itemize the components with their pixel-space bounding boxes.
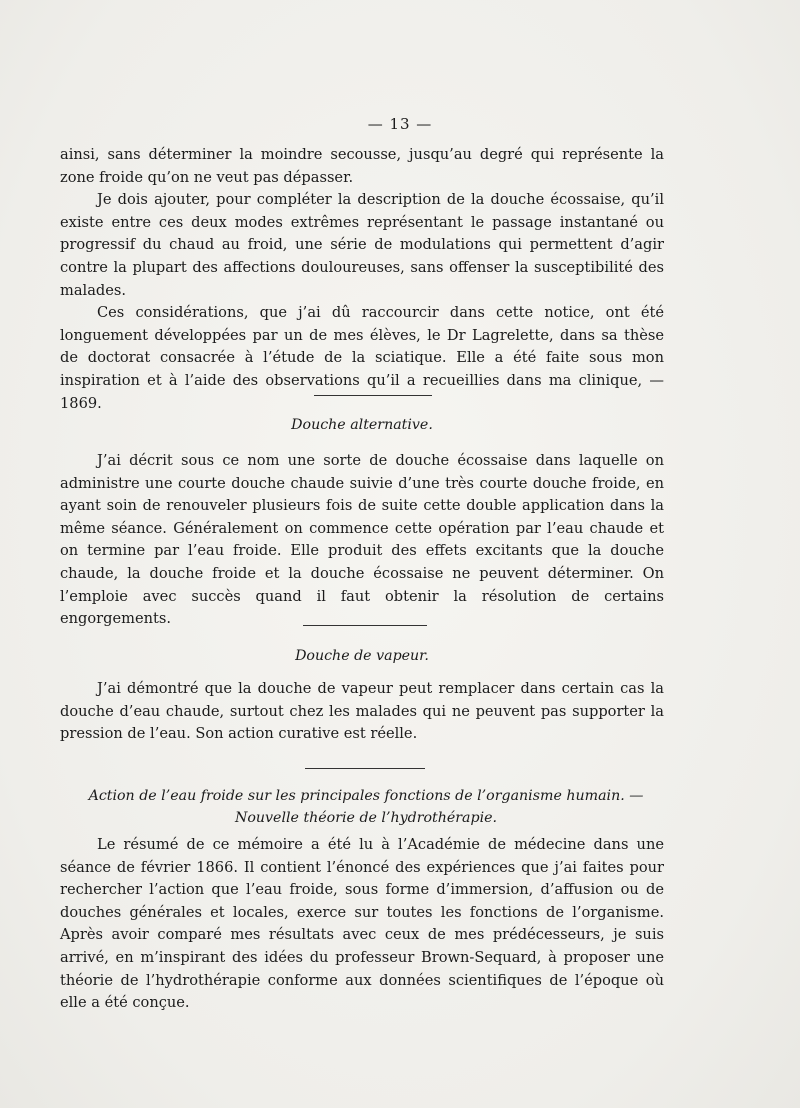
paragraph: ainsi, sans déterminer la moindre secousse, jusqu’au degré qui représente la zone froide qu’on ne veut pas dépasser. (60, 146, 664, 186)
section-divider (314, 395, 432, 396)
paragraph: J’ai décrit sous ce nom une sorte de douche écossaise dans laquelle on administre une courte douche chaude suivie d’une très courte douche froide, en ayant soin de renouveler plusieurs fois de suite cette double application dans la même séance. Généralement on commence cette opération par l’eau chaude et on termine par l’eau froide. Elle produit des effets excitants que la douche chaude, la douche froide et la douche écossaise ne peuvent déterminer. On l’emploie avec succès quand il faut obtenir la résolution de certains engorgements. (60, 452, 664, 628)
paragraph: Ces considérations, que j’ai dû raccourcir dans cette notice, ont été longuement développées par un de mes élèves, le Dr Lagrelette, dans sa thèse de doctorat consacrée à l’étude de la sciatique. Elle a été faite sous mon inspiration et à l’aide des observations qu’il a recueillies dans ma clinique, — 1869. (60, 304, 664, 412)
page-number: — 13 — (367, 115, 433, 133)
paragraph: Je dois ajouter, pour compléter la description de la douche écossaise, qu’il existe entre ces deux modes extrêmes représentant le passage instantané ou progressif du chaud au froid, une série de modulations qui permettent d’agir contre la plupart des affections douloureuses, sans offenser la susceptibilité des malades. (60, 191, 664, 299)
section-title-alternative: Douche alternative. (291, 417, 433, 433)
paragraph: J’ai démontré que la douche de vapeur peut remplacer dans certain cas la douche d’eau chaude, surtout chez les malades qui ne peuvent pas supporter la pression de l’eau. Son action curative est réelle. (60, 680, 664, 743)
section-divider (305, 768, 425, 769)
alternative-section (60, 450, 664, 631)
section-title-vapeur: Douche de vapeur. (295, 648, 429, 664)
section-divider (303, 625, 427, 626)
paragraph: Le résumé de ce mémoire a été lu à l’Académie de médecine dans une séance de février 1866. Il contient l’énoncé des expériences que j’ai faites pour rechercher l’action que l’eau froide, sous forme d’immersion, d’affusion ou de douches générales et locales, exerce sur toutes les fonctions de l’organisme. Après avoir comparé mes résultats avec ceux de mes prédécesseurs, je suis arrivé, en m’inspirant des idées du professeur Brown-Sequard, à proposer une théorie de l’hydrothérapie conforme aux données scientifiques de l’époque où elle a été conçue. (60, 836, 664, 1012)
vapeur-section (60, 678, 664, 746)
intro-section (60, 144, 664, 415)
section-title-action: Action de l’eau froide sur les principales fonctions de l’organisme humain. — Nouvelle théorie de l’hydrothérapie. (88, 788, 644, 826)
action-section (60, 834, 664, 1015)
